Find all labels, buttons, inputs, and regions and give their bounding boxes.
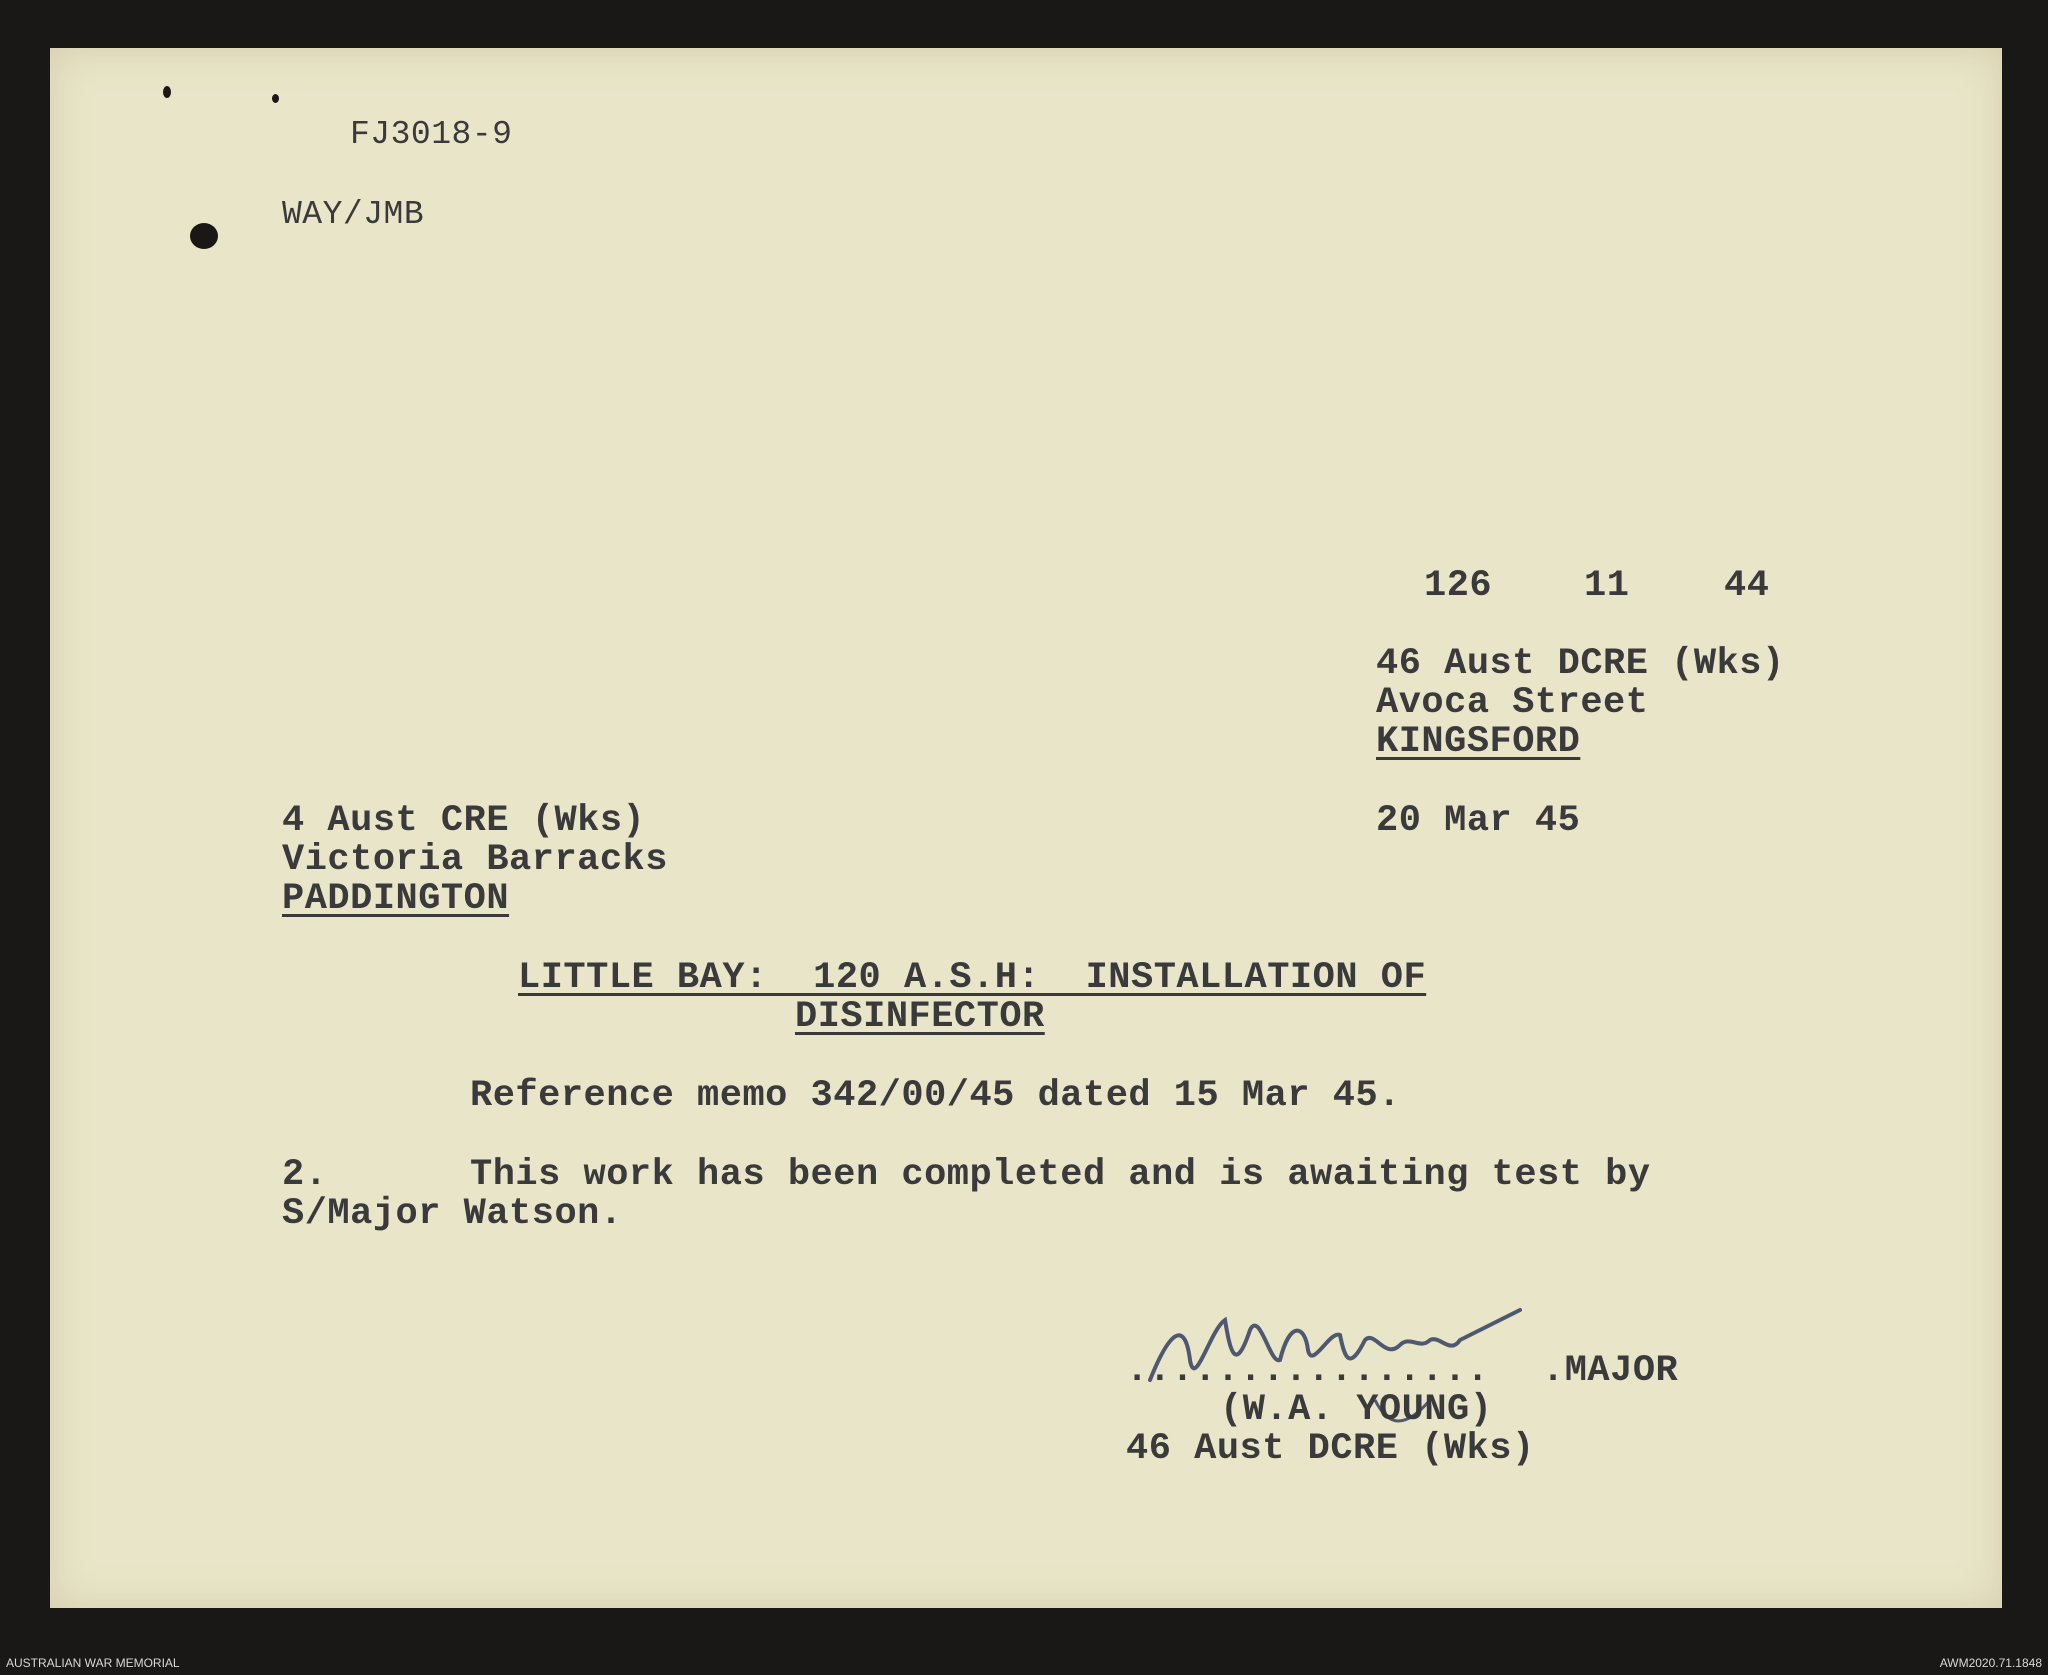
sender-unit: 46 Aust DCRE (Wks) <box>1376 643 1785 685</box>
signatory-rank: .MAJOR <box>1542 1350 1679 1392</box>
typist-initials: WAY/JMB <box>282 196 425 233</box>
recipient-unit: 4 Aust CRE (Wks) <box>282 800 646 842</box>
reference-paragraph: Reference memo 342/00/45 dated 15 Mar 45. <box>470 1075 1401 1117</box>
punch-hole <box>190 223 218 249</box>
subject-line-1: LITTLE BAY: 120 A.S.H: INSTALLATION OF <box>518 957 1427 999</box>
footer-right: AWM2020.71.1848 <box>1939 1656 2042 1670</box>
paragraph-2-line-2: S/Major Watson. <box>282 1193 623 1235</box>
signatory-unit: 46 Aust DCRE (Wks) <box>1126 1428 1535 1470</box>
signature-dots: ................ <box>1126 1350 1490 1392</box>
paragraph-2-line-1: This work has been completed and is awaiting test by <box>470 1154 1651 1196</box>
file-number-a: 126 <box>1424 565 1493 607</box>
paragraph-number: 2. <box>282 1154 328 1196</box>
signatory-name: (W.A. YOUNG) <box>1220 1389 1493 1431</box>
footer-left: AUSTRALIAN WAR MEMORIAL <box>6 1656 180 1670</box>
recipient-place: Victoria Barracks <box>282 839 668 881</box>
subject-line-2: DISINFECTOR <box>795 996 1045 1038</box>
sender-street: Avoca Street <box>1376 682 1649 724</box>
letter-date: 20 Mar 45 <box>1376 800 1581 842</box>
file-number-b: 11 <box>1584 565 1630 607</box>
punch-mark <box>163 86 171 98</box>
file-reference: FJ3018-9 <box>350 116 513 153</box>
punch-mark <box>272 94 279 103</box>
recipient-town: PADDINGTON <box>282 878 510 920</box>
file-number-c: 44 <box>1724 565 1770 607</box>
sender-town: KINGSFORD <box>1376 721 1581 763</box>
